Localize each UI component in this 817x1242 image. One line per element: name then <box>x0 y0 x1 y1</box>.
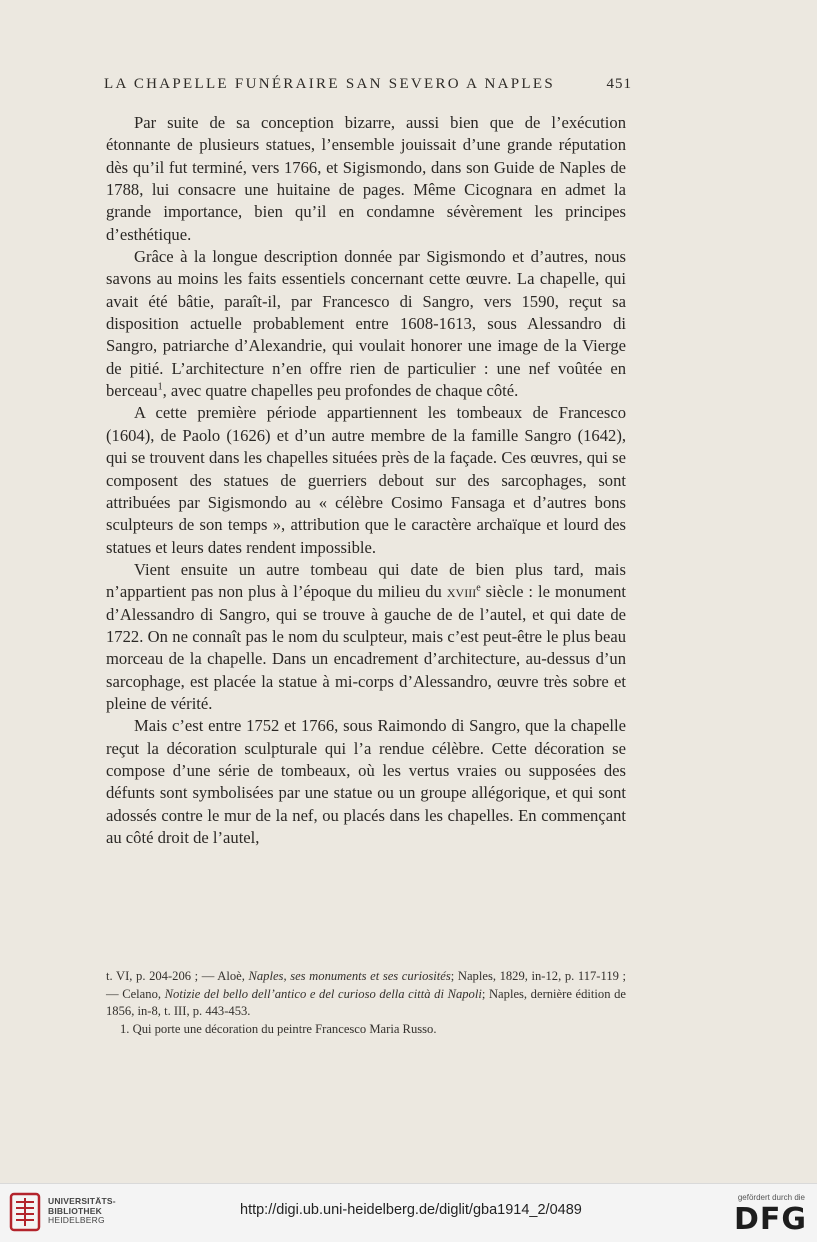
footer-bar <box>0 1183 817 1242</box>
running-head <box>104 76 632 93</box>
page-number: 451 <box>606 76 632 92</box>
footnote-cont-a: t. VI, p. 204-206 ; — Aloè, <box>106 969 249 983</box>
paragraph-3: A cette première période appartiennent les tombeaux de Francesco (1604), de Paolo (1626) et d’un autre membre de la famille Sangro (1642), qui se trouvent dans les chapelles situées près de la façade. Ces œuvres, qui se composent des statues de guerriers debout sur des sarcophages, sont attribuées par Sigismondo au « célèbre Cosimo Fansaga et d’autres bons sculpteurs de son temps », attribution que le caractère archaïque et lourd des statues et leurs dates rendent impossible. <box>106 403 626 557</box>
funded-by-label: gefördert durch die <box>737 1193 805 1202</box>
footnotes <box>106 968 626 1038</box>
university-seal-icon[interactable] <box>8 1192 42 1234</box>
paragraph-4-text: Vient ensuite un autre tombeau qui date de bien plus tard, mais n’appartient pas non plus à l’époque du milieu du <box>106 559 626 602</box>
footnote-continuation <box>106 968 626 1021</box>
footnote-cont-b: ; Naples, 1829, in-12, p. 117-119 ; — Celano, <box>106 969 627 1001</box>
footnote-cont-a-italic: Naples, ses monuments et ses curiosités <box>248 969 451 983</box>
library-line-2: BIBLIOTHEK <box>48 1205 102 1216</box>
dfg-logo[interactable]: DFG <box>733 1202 807 1237</box>
footnote-cont-c: ; Naples, dernière édition de 1856, in-8, t. III, p. 443-453. <box>106 986 626 1018</box>
permalink-url[interactable]: http://digi.ub.uni-heidelberg.de/diglit/gba1914_2/0489 <box>240 1202 582 1218</box>
century-numeral: xviii <box>446 582 477 602</box>
body-text <box>106 112 626 849</box>
paragraph-2-tail: , avec quatre chapelles peu profondes de chaque côté. <box>162 381 519 401</box>
paragraph-2 <box>106 246 626 402</box>
footnote-ref[interactable]: 1 <box>157 381 163 393</box>
paragraph-4 <box>106 559 626 715</box>
running-head-title: LA CHAPELLE FUNÉRAIRE SAN SEVERO A NAPLES <box>104 76 555 92</box>
paragraph-2-text: Grâce à la longue description donnée par Sigismondo et d’autres, nous savons au moins les faits essentiels concernant cette œuvre. La chapelle, qui avait été bâtie, paraît-il, par Francesco di Sangro, vers 1590, reçut sa disposition actuelle probablement entre 1608-1613, sous Alessandro di Sangro, patriarche d’Alexandrie, qui voulait honorer une image de la Vierge de pitié. L’architecture n’en offre rien de particulier : une nef voûtée en berceau <box>106 247 626 401</box>
century-sup: e <box>476 582 481 594</box>
footnote-cont-b-italic: Notizie del bello dell’antico e del curioso della città di Napoli <box>164 986 482 1001</box>
library-name <box>48 1197 116 1226</box>
paragraph-4-tail: siècle : le monument d’Alessandro di Sangro, qui se trouve à gauche de de l’autel, et qui date de 1722. On ne connaît pas le nom du sculpteur, mais c’est peut-être le plus beau morceau de la chapelle. Dans un encadrement d’architecture, au-dessus d’un sarcophage, est placée la statue à mi-corps d’Alessandro, œuvre très sobre et pleine de vérité. <box>106 582 626 713</box>
library-line-3: HEIDELBERG <box>48 1215 105 1226</box>
footnote-1: 1. Qui porte une décoration du peintre Francesco Maria Russo. <box>120 1021 437 1036</box>
library-line-1: UNIVERSITÄTS- <box>48 1196 116 1206</box>
paragraph-1: Par suite de sa conception bizarre, aussi bien que de l’exécution étonnante de plusieurs statues, l’ensemble jouissait d’une grande réputation dès qu’il fut terminé, vers 1766, et Sigismondo, dans son Guide de Naples de 1788, lui consacre une huitaine de pages. Même Cicognara en admet la grande importance, bien qu’il en condamne sévèrement les principes d’esthétique. <box>106 113 626 244</box>
paragraph-5: Mais c’est entre 1752 et 1766, sous Raimondo di Sangro, que la chapelle reçut la décoration sculpturale qui l’a rendue célèbre. Cette décoration se compose d’une série de tombeaux, où les vertus vraies ou supposées des défunts sont symbolisées par une statue ou un groupe allégorique, et qui sont adossés contre le mur de la nef, ou placés dans les chapelles. En commençant au côté droit de l’autel, <box>106 716 626 847</box>
